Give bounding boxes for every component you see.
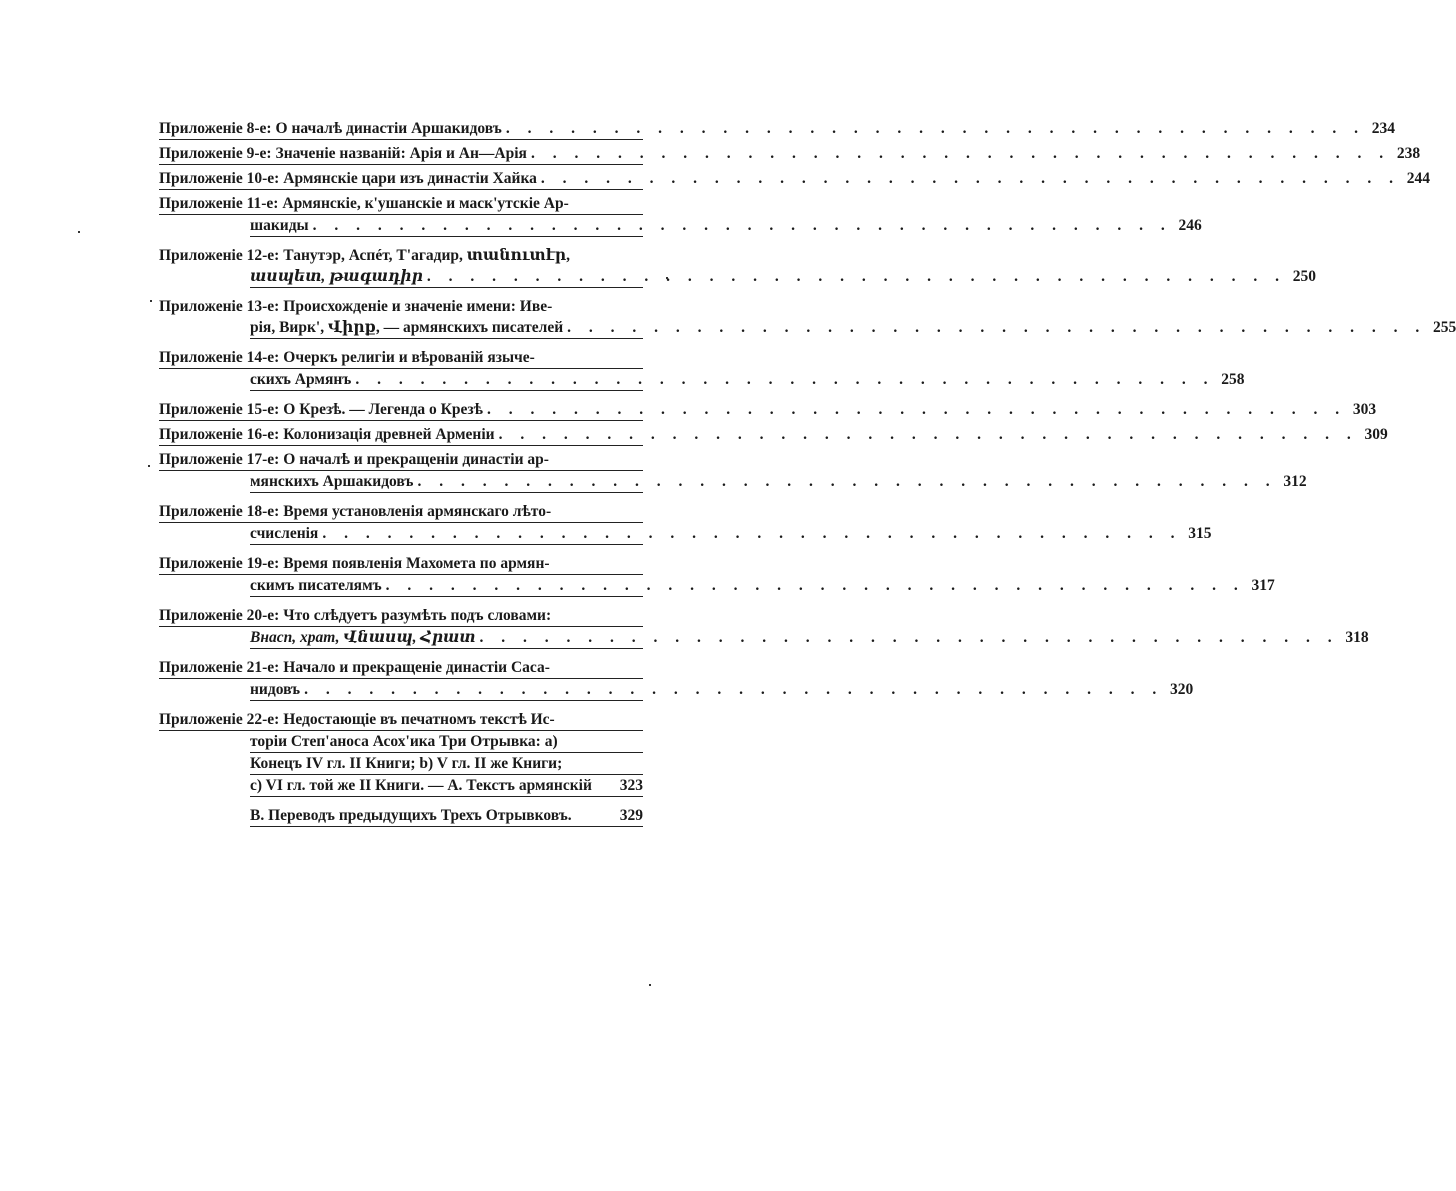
scan-speck: [78, 231, 80, 233]
entry-label: Приложеніе 9-е:: [159, 145, 272, 162]
toc-line: [159, 605, 643, 627]
toc-entry: [159, 168, 1431, 190]
entry-label: Приложеніе 16-е:: [159, 426, 280, 443]
toc-line: [250, 775, 643, 797]
page-number: 309: [1364, 426, 1388, 443]
entry-label: Приложеніе 17-е:: [159, 451, 280, 468]
toc-line: [159, 449, 643, 471]
leader-dots: [527, 143, 1390, 164]
leader-dots: [537, 168, 1400, 189]
page-number: 255: [1433, 319, 1456, 336]
entry-title: Начало и прекращеніе династіи Саса-: [283, 659, 550, 676]
scan-speck: [666, 277, 668, 279]
toc-line: [159, 118, 1395, 140]
entry-title: Очеркъ религіи и вѣрованій языче-: [283, 349, 535, 366]
entry-title: Время установленія армянскаго лѣто-: [283, 503, 552, 520]
entry-title: О началѣ и прекращеніи династіи ар-: [283, 451, 549, 468]
entry-title: Недостающіе въ печатномъ текстѣ Ис-: [283, 711, 555, 728]
scan-speck: [649, 984, 651, 986]
page-number: 317: [1251, 577, 1275, 594]
toc-line: [159, 347, 643, 369]
toc-entry: [159, 143, 1421, 165]
entry-label: Приложеніе 18-е:: [159, 503, 280, 520]
entry-title: В. Переводъ предыдущихъ Трехъ Отрывковъ.: [250, 807, 572, 824]
entry-label: Приложеніе 10-е:: [159, 170, 280, 187]
entry-title-cont: скимъ писателямъ: [250, 577, 382, 594]
entry-title-cont: скихъ Армянъ: [250, 371, 352, 388]
leader-dots: [483, 399, 1346, 420]
toc-entry: [159, 449, 1307, 493]
toc-entry: [159, 347, 1245, 391]
page-number: 315: [1188, 525, 1212, 542]
toc-entry: [159, 193, 1202, 237]
toc-entry: [159, 657, 1194, 701]
page-number: 323: [619, 777, 643, 794]
toc-line: [250, 317, 1456, 339]
toc-line: [250, 731, 643, 753]
toc-line: [250, 753, 643, 775]
entry-label: Приложеніе 11-е:: [159, 195, 279, 212]
leader-dots: [502, 118, 1365, 139]
page-number: 238: [1396, 145, 1421, 162]
toc-line: [250, 575, 1275, 597]
toc-line: [159, 245, 643, 266]
toc-line: [159, 168, 1431, 190]
entry-title: Происхожденіе и значеніе имени: Иве-: [283, 298, 553, 315]
entry-title: Значеніе названій: Арія и Ан—Арія: [275, 145, 527, 162]
entry-title-cont: торіи Степ'аноса Асох'ика Три Отрывка: а): [250, 733, 558, 750]
toc-line: [250, 266, 1316, 288]
entry-label: Приложеніе 22-е:: [159, 711, 280, 728]
entry-label: Приложеніе 8-е:: [159, 120, 272, 137]
leader-dots: [309, 215, 1172, 236]
leader-dots: [495, 424, 1358, 445]
page-number: 320: [1169, 681, 1194, 698]
toc-line: [159, 501, 643, 523]
toc-line: [250, 805, 643, 827]
entry-title-cont: Конецъ IV гл. II Книги; b) V гл. II же Книги;: [250, 755, 563, 772]
toc-entry: [159, 399, 1377, 421]
entry-title: Танутэр, Аспéт, Т'агадир, տանուտէր,: [283, 247, 570, 264]
leader-dots: [563, 317, 1426, 338]
toc-line: [159, 143, 1421, 165]
toc-entry: [159, 709, 643, 797]
toc-line: [159, 424, 1388, 446]
toc-line: [250, 523, 1212, 545]
toc-line: [250, 215, 1202, 237]
toc-line: [159, 193, 643, 215]
leader-dots: [300, 679, 1163, 700]
toc-line: [250, 627, 1369, 649]
toc-entry: [159, 424, 1388, 446]
entry-title: Армянскіе, к'ушанскіе и маск'утскіе Ар-: [282, 195, 569, 212]
toc-entry: [159, 245, 1316, 288]
toc-line: [159, 553, 643, 575]
page-number: 318: [1345, 629, 1369, 646]
toc-entry: [159, 296, 1456, 339]
entry-title-cont: Внасп, храт, Վնասպ, Հրատ: [250, 629, 476, 646]
toc-entry: [159, 553, 1275, 597]
toc-line: [250, 471, 1307, 493]
toc-entry: [159, 501, 1212, 545]
page-number: 234: [1371, 120, 1395, 137]
page-number: 246: [1178, 217, 1202, 234]
entry-title-cont: мянскихъ Аршакидовъ: [250, 473, 414, 490]
entry-title: Колонизація древней Арменіи: [283, 426, 495, 443]
entry-label: Приложеніе 12-е:: [159, 247, 280, 264]
leader-dots: [413, 471, 1276, 492]
table-of-contents: [159, 118, 1456, 827]
entry-title-cont: c) VI гл. той же II Книги. — А. Текстъ армянскій: [250, 777, 592, 794]
entry-title-cont: шакиды: [250, 217, 309, 234]
entry-title: Что слѣдуетъ разумѣть подъ словами:: [283, 607, 552, 624]
toc-line: [250, 369, 1245, 391]
entry-title-cont: ասպետ, թագադիր: [250, 268, 423, 285]
entry-title-cont: счисленія: [250, 525, 319, 542]
toc-entry: [159, 118, 1395, 140]
leader-dots: [318, 523, 1181, 544]
leader-dots: [423, 266, 1286, 287]
entry-label: Приложеніе 15-е:: [159, 401, 280, 418]
toc-entry: [159, 605, 1369, 649]
entry-label: Приложеніе 13-е:: [159, 298, 280, 315]
page-number: 250: [1292, 268, 1316, 285]
page-number: 244: [1406, 170, 1431, 187]
leader-dots: [476, 627, 1339, 648]
entry-title-cont: нидовъ: [250, 681, 301, 698]
toc-line: [159, 399, 1377, 421]
entry-title-cont: рія, Вирк', Վիրք, — армянскихъ писателей: [250, 319, 564, 336]
entry-label: Приложеніе 14-е:: [159, 349, 280, 366]
entry-title: О Крезѣ. — Легенда о Крезѣ: [283, 401, 483, 418]
toc-line: [159, 657, 643, 679]
entry-title: Время появленія Махомета по армян-: [283, 555, 550, 572]
entry-title: О началѣ династіи Аршакидовъ: [275, 120, 502, 137]
scan-speck: [148, 465, 150, 467]
entry-label: Приложеніе 21-е:: [159, 659, 280, 676]
entry-label: Приложеніе 20-е:: [159, 607, 280, 624]
page-number: 329: [619, 807, 643, 824]
toc-line: [250, 679, 1194, 701]
toc-line: [159, 296, 643, 317]
page-number: 258: [1221, 371, 1245, 388]
toc-entry: [159, 805, 643, 827]
entry-title: Армянскіе цари изъ династіи Хайка: [283, 170, 537, 187]
leader-dots: [382, 575, 1245, 596]
toc-line: [159, 709, 643, 731]
scan-speck: [150, 300, 152, 302]
page-number: 303: [1352, 401, 1377, 418]
entry-label: Приложеніе 19-е:: [159, 555, 280, 572]
leader-dots: [351, 369, 1214, 390]
page-number: 312: [1283, 473, 1307, 490]
